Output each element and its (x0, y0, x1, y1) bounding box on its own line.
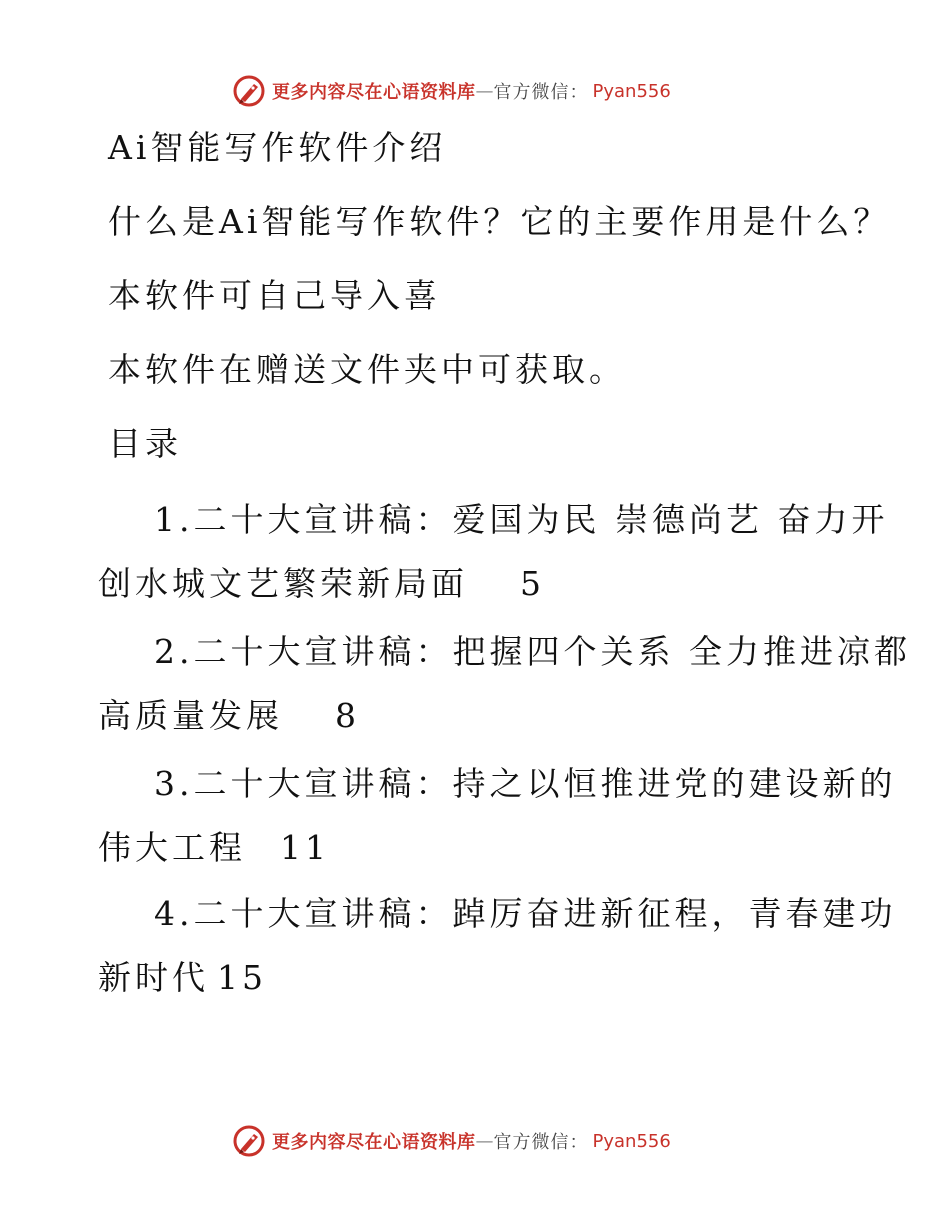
toc-heading: 目录 (108, 424, 182, 463)
toc-entry[interactable] (98, 752, 897, 880)
document-title: Ai智能写作软件介绍 (108, 128, 447, 167)
toc-entry-title-line1: 2.二十大宣讲稿：把握四个关系 全力推进凉都 (154, 632, 911, 671)
banner-wechat-label: 官方微信： (493, 1132, 589, 1153)
toc-page-number: 15 (217, 958, 267, 997)
header-banner (232, 74, 671, 108)
banner-dash: — (475, 80, 494, 102)
toc-entry[interactable] (98, 882, 897, 1010)
question-line: 什么是Ai智能写作软件？它的主要作用是什么？ (108, 202, 891, 241)
banner-main-text: 更多内容尽在心语资料库 (272, 1132, 476, 1153)
toc-entry-title-line2: 新时代 (98, 958, 209, 997)
toc-entry-title-line1: 4.二十大宣讲稿：踔厉奋进新征程，青春建功 (154, 894, 897, 933)
banner-wechat-id: Pyan556 (592, 1130, 671, 1152)
pen-logo-icon (232, 74, 266, 108)
toc-page-number: 11 (280, 828, 330, 867)
toc-entry-title-line2: 创水城文艺繁荣新局面 (98, 564, 468, 603)
banner-main-text: 更多内容尽在心语资料库 (272, 82, 476, 103)
toc-entry[interactable] (98, 620, 911, 748)
toc-entry[interactable] (98, 488, 889, 616)
import-line: 本软件可自己导入喜 (108, 276, 441, 315)
get-line: 本软件在赠送文件夹中可获取。 (108, 350, 626, 389)
banner-wechat-id: Pyan556 (592, 80, 671, 102)
toc-page-number: 5 (520, 564, 545, 603)
pen-logo-icon (232, 1124, 266, 1158)
toc-entry-title-line2: 高质量发展 (98, 696, 283, 735)
banner-wechat-label: 官方微信： (493, 82, 589, 103)
footer-banner (232, 1124, 671, 1158)
toc-page-number: 8 (335, 696, 360, 735)
toc-entry-title-line2: 伟大工程 (98, 828, 246, 867)
toc-entry-title-line1: 3.二十大宣讲稿：持之以恒推进党的建设新的 (154, 764, 897, 803)
toc-entry-title-line1: 1.二十大宣讲稿：爱国为民 崇德尚艺 奋力开 (154, 500, 889, 539)
banner-dash: — (475, 1130, 494, 1152)
